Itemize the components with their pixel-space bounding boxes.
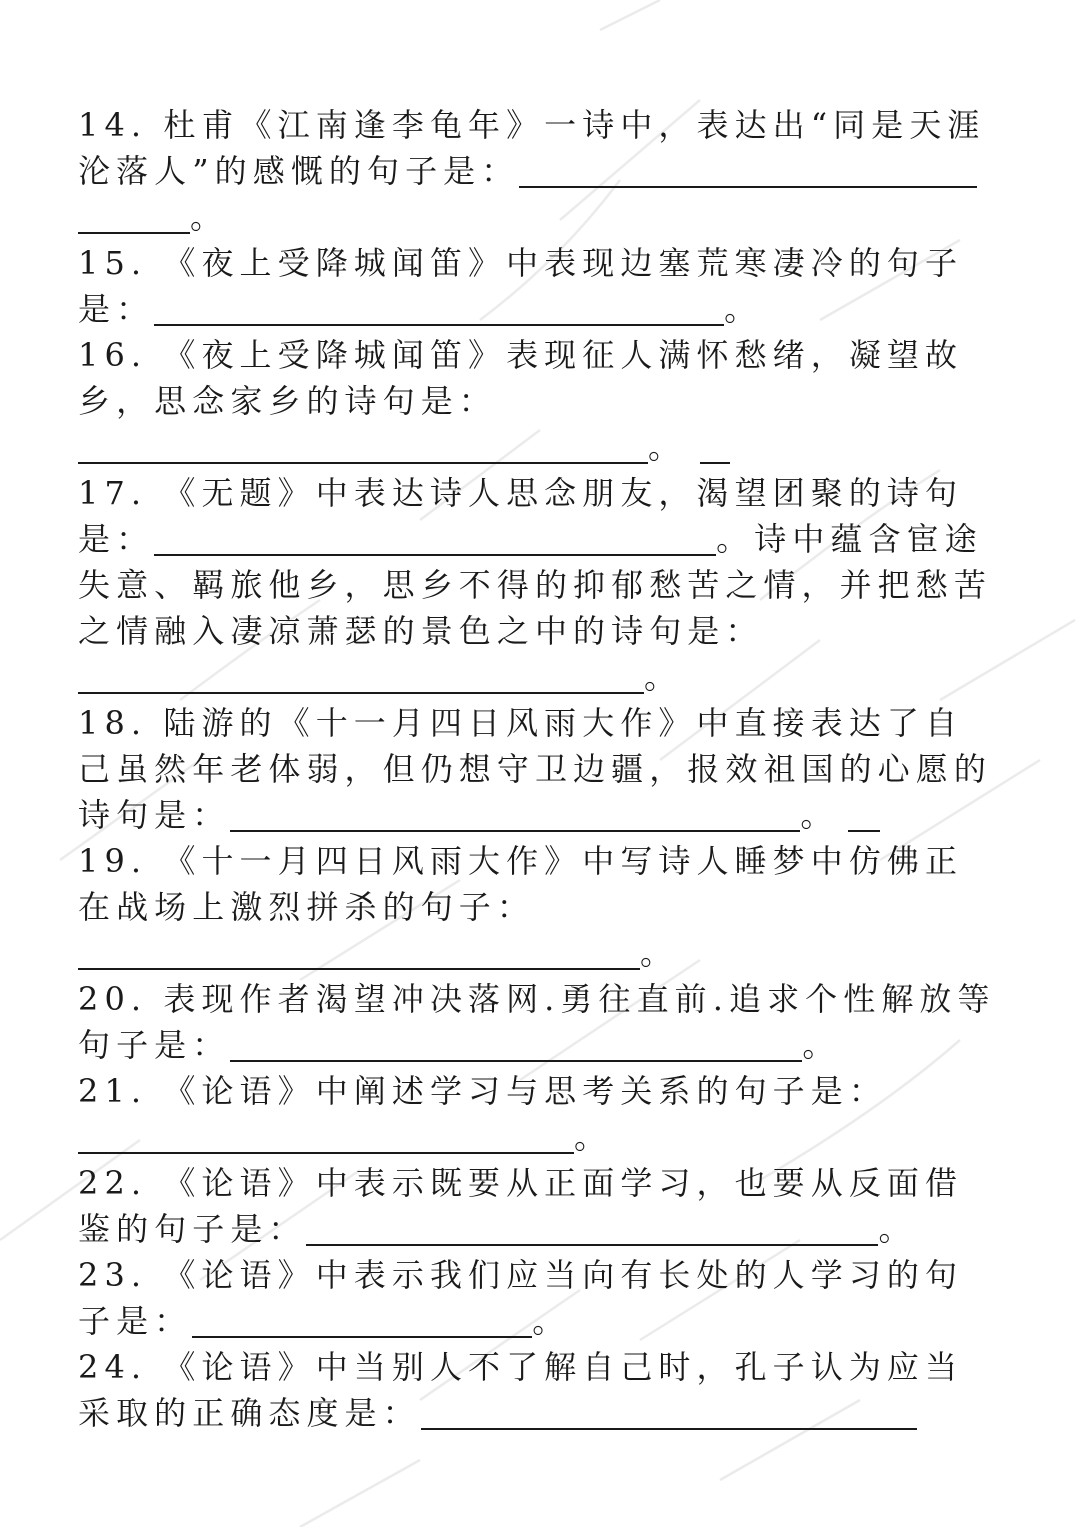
question-22	[78, 1160, 1000, 1252]
worksheet	[78, 102, 1000, 1436]
question-text: 21. 《论语》中阐述学习与思考关系的句子是：	[78, 1072, 887, 1110]
question-14	[78, 102, 1000, 240]
answer-blank[interactable]	[418, 660, 644, 694]
answer-blank[interactable]	[154, 292, 724, 326]
question-text: 23. 《论语》中表示我们应当向有长处的人学习的句子是：	[78, 1256, 964, 1340]
question-text-continued: 。诗中蕴含宦途失意、羁旅他乡，思乡不得的抑郁愁苦之情，并把愁苦之情融入凄凉萧瑟的景色之中的诗句是：	[78, 520, 992, 650]
question-text: 16. 《夜上受降城闻笛》表现征人满怀愁绪，凝望故乡，思念家乡的诗句是：	[78, 336, 964, 420]
question-18	[78, 700, 1000, 838]
answer-blank[interactable]	[230, 798, 800, 832]
question-text: 14. 杜甫《江南逢李龟年》一诗中，表达出“同是天涯沦落人”的感慨的句子是：	[78, 106, 986, 190]
answer-blank[interactable]	[78, 660, 418, 694]
question-16	[78, 332, 1000, 470]
answer-blank[interactable]	[519, 154, 977, 188]
question-19	[78, 838, 1000, 976]
answer-blank[interactable]	[612, 430, 648, 464]
punctuation: 。	[644, 658, 683, 696]
question-17	[78, 470, 1000, 700]
punctuation: 。	[802, 1026, 841, 1064]
punctuation: 。	[574, 1118, 613, 1156]
answer-blank[interactable]	[568, 936, 640, 970]
punctuation: 。	[724, 290, 763, 328]
punctuation: 。	[640, 934, 679, 972]
answer-blank[interactable]	[230, 1028, 802, 1062]
question-20	[78, 976, 1000, 1068]
answer-blank[interactable]	[78, 430, 612, 464]
question-15	[78, 240, 1000, 332]
punctuation: 。	[190, 198, 229, 236]
answer-blank[interactable]	[421, 1396, 917, 1430]
question-text: 15. 《夜上受降城闻笛》中表现边塞荒寒凄冷的句子是：	[78, 244, 964, 328]
question-23	[78, 1252, 1000, 1344]
answer-blank[interactable]	[848, 798, 880, 832]
question-text: 20. 表现作者渴望冲决落网.勇往直前.追求个性解放等句子是：	[78, 980, 996, 1064]
punctuation: 。	[648, 428, 687, 466]
answer-blank[interactable]	[154, 522, 716, 556]
answer-blank[interactable]	[306, 1212, 878, 1246]
question-text: 19. 《十一月四日风雨大作》中写诗人睡梦中仿佛正在战场上激烈拼杀的句子：	[78, 842, 964, 926]
answer-blank[interactable]	[78, 200, 190, 234]
question-21	[78, 1068, 1000, 1160]
answer-blank[interactable]	[700, 430, 730, 464]
question-text: 22. 《论语》中表示既要从正面学习，也要从反面借鉴的句子是：	[78, 1164, 964, 1248]
question-text: 17. 《无题》中表达诗人思念朋友，渴望团聚的诗句是：	[78, 474, 964, 558]
answer-blank[interactable]	[78, 1120, 192, 1154]
answer-blank[interactable]	[192, 1120, 574, 1154]
question-text: 18. 陆游的《十一月四日风雨大作》中直接表达了自己虽然年老体弱，但仍想守卫边疆，报效祖国的心愿的诗句是：	[78, 704, 992, 834]
punctuation: 。	[532, 1302, 571, 1340]
answer-blank[interactable]	[192, 1304, 532, 1338]
answer-blank[interactable]	[78, 936, 568, 970]
question-text: 24. 《论语》中当别人不了解自己时，孔子认为应当采取的正确态度是：	[78, 1348, 964, 1432]
question-24	[78, 1344, 1000, 1436]
punctuation: 。	[800, 796, 839, 834]
punctuation: 。	[878, 1210, 917, 1248]
